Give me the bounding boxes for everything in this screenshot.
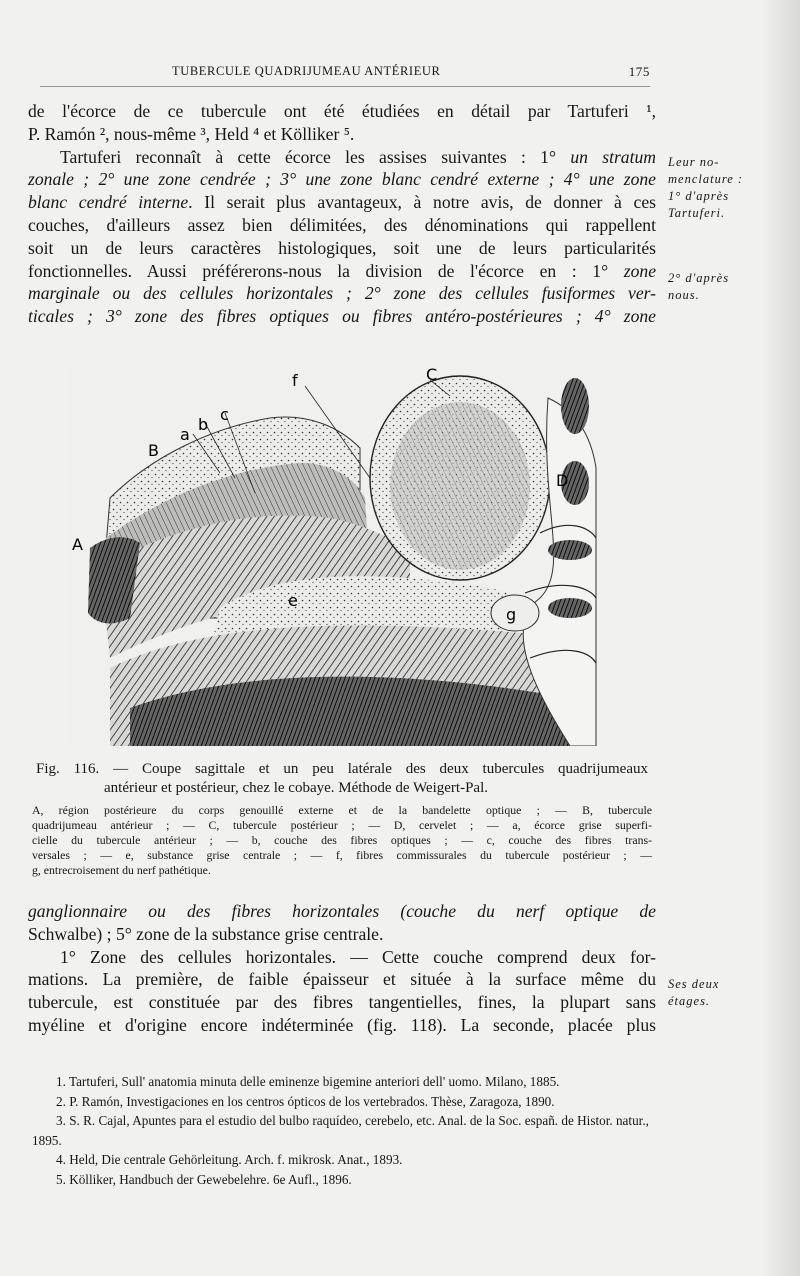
figure-label: f (292, 371, 298, 390)
legend-line: versales ; — e, substance grise centrale ; — f, fibres commissurales du tubercule postérieur ; — (32, 848, 652, 862)
figure-label: e (288, 591, 298, 610)
paragraph-line: myéline et d'origine encore indéterminée (fig. 118). La seconde, placée plus (28, 1014, 656, 1035)
paragraph-line: ganglionnaire ou des fibres horizontales (couche du nerf optique de (28, 901, 656, 921)
paragraph-line: zonale ; 2° une zone cendrée ; 3° une zone blanc cendré externe ; 4° une zone (28, 169, 656, 190)
paragraph-line: ticales ; 3° zone des fibres optiques ou fibres antéro-postérieures ; 4° zone (28, 306, 656, 327)
paragraph-line: marginale ou des cellules horizontales ; 2° zone des cellules fusiformes ver- (28, 283, 656, 304)
footnote: 3. S. R. Cajal, Apuntes para el estudio del bulbo raquídeo, cerebelo, etc. Anal. de la Soc. españ. de Histor. natur., 1895. (32, 1113, 649, 1148)
legend-line: cielle du tubercule antérieur ; — b, couche des fibres optiques ; — c, couche des fibres trans- (32, 833, 652, 847)
figure-label: g (506, 605, 517, 624)
figure-label: A (72, 535, 83, 554)
margin-note-nomenclature: Leur no- menclature : 1° d'après Tartuferi. (668, 155, 744, 220)
caption-line: antérieur et postérieur, chez le cobaye. Méthode de Weigert-Pal. (104, 780, 488, 796)
caption-line: Fig. 116. — Coupe sagittale et un peu latérale des deux tubercules quadrijumeaux (36, 761, 648, 777)
figure-legend (32, 803, 652, 878)
margin-note-two-layers: Ses deux étages. (668, 977, 720, 1008)
legend-line: quadrijumeau antérieur ; — C, tubercule postérieur ; — D, cervelet ; — a, écorce grise superfi- (32, 818, 652, 832)
text-block-top (28, 100, 656, 328)
footnote: 1. Tartuferi, Sull' anatomia minuta delle eminenze bigemine anteriori dell' uomo. Milano, 1885. (56, 1074, 560, 1089)
paragraph-line: soit un de leurs caractères histologiques, soit une de leurs particularités (28, 237, 656, 258)
paragraph-line: mations. La première, de faible épaisseur et située à la surface même du (28, 969, 656, 990)
running-title: TUBERCULE QUADRIJUMEAU ANTÉRIEUR (172, 64, 441, 78)
figure-label: b (198, 415, 209, 434)
legend-line: g, entrecroisement du nerf pathétique. (32, 863, 211, 877)
figure-label: a (180, 425, 190, 444)
figure-label: c (220, 405, 229, 424)
paragraph-line: tubercule, est constituée par des fibres tangentielles, fines, la plupart sans (28, 992, 656, 1013)
paragraph-line: fonctionnelles. Aussi préférerons-nous la division de l'écorce en : 1° zone (28, 260, 656, 281)
footnotes (32, 1072, 658, 1189)
paragraph-line: P. Ramón ², nous-même ³, Held ⁴ et Kölliker ⁵. (28, 123, 355, 144)
paragraph-line: Tartuferi reconnaît à cette écorce les assises suivantes : 1° un stratum (60, 146, 656, 167)
paragraph-line: 1° Zone des cellules horizontales. — Cette couche comprend deux for- (60, 946, 656, 967)
legend-line: A, région postérieure du corps genouillé externe et de la bandelette optique ; — B, tubercule (32, 803, 652, 817)
paragraph-line: Schwalbe) ; 5° zone de la substance grise centrale. (28, 923, 384, 944)
page-number: 175 (628, 64, 650, 79)
paragraph-line: blanc cendré interne. Il serait plus avantageux, à notre avis, de donner à ces (28, 192, 656, 213)
paragraph-line: couches, d'ailleurs assez bien délimitées, des dénominations qui rappellent (28, 214, 656, 235)
figure-label: C (426, 368, 438, 384)
footnote: 4. Held, Die centrale Gehörleitung. Arch. f. mikrosk. Anat., 1893. (56, 1152, 403, 1167)
footnote: 2. P. Ramón, Investigaciones en los centros ópticos de los vertebrados. Thèse, Zaragoza, 1890. (56, 1093, 555, 1109)
figure-caption (36, 760, 648, 798)
histology-figure (70, 368, 600, 746)
header-rule (40, 86, 650, 87)
figure-label: D (556, 471, 569, 490)
paragraph-line: de l'écorce de ce tubercule ont été étudiées en détail par Tartuferi ¹, (28, 101, 656, 121)
histology-drawing (70, 368, 600, 746)
figure-label: B (148, 441, 159, 460)
text-block-bottom (28, 900, 656, 1037)
footnote: 5. Kölliker, Handbuch der Gewebelehre. 6e Aufl., 1896. (56, 1171, 352, 1187)
margin-note-our-division: 2° d'après nous. (668, 271, 730, 302)
running-header (172, 64, 650, 84)
